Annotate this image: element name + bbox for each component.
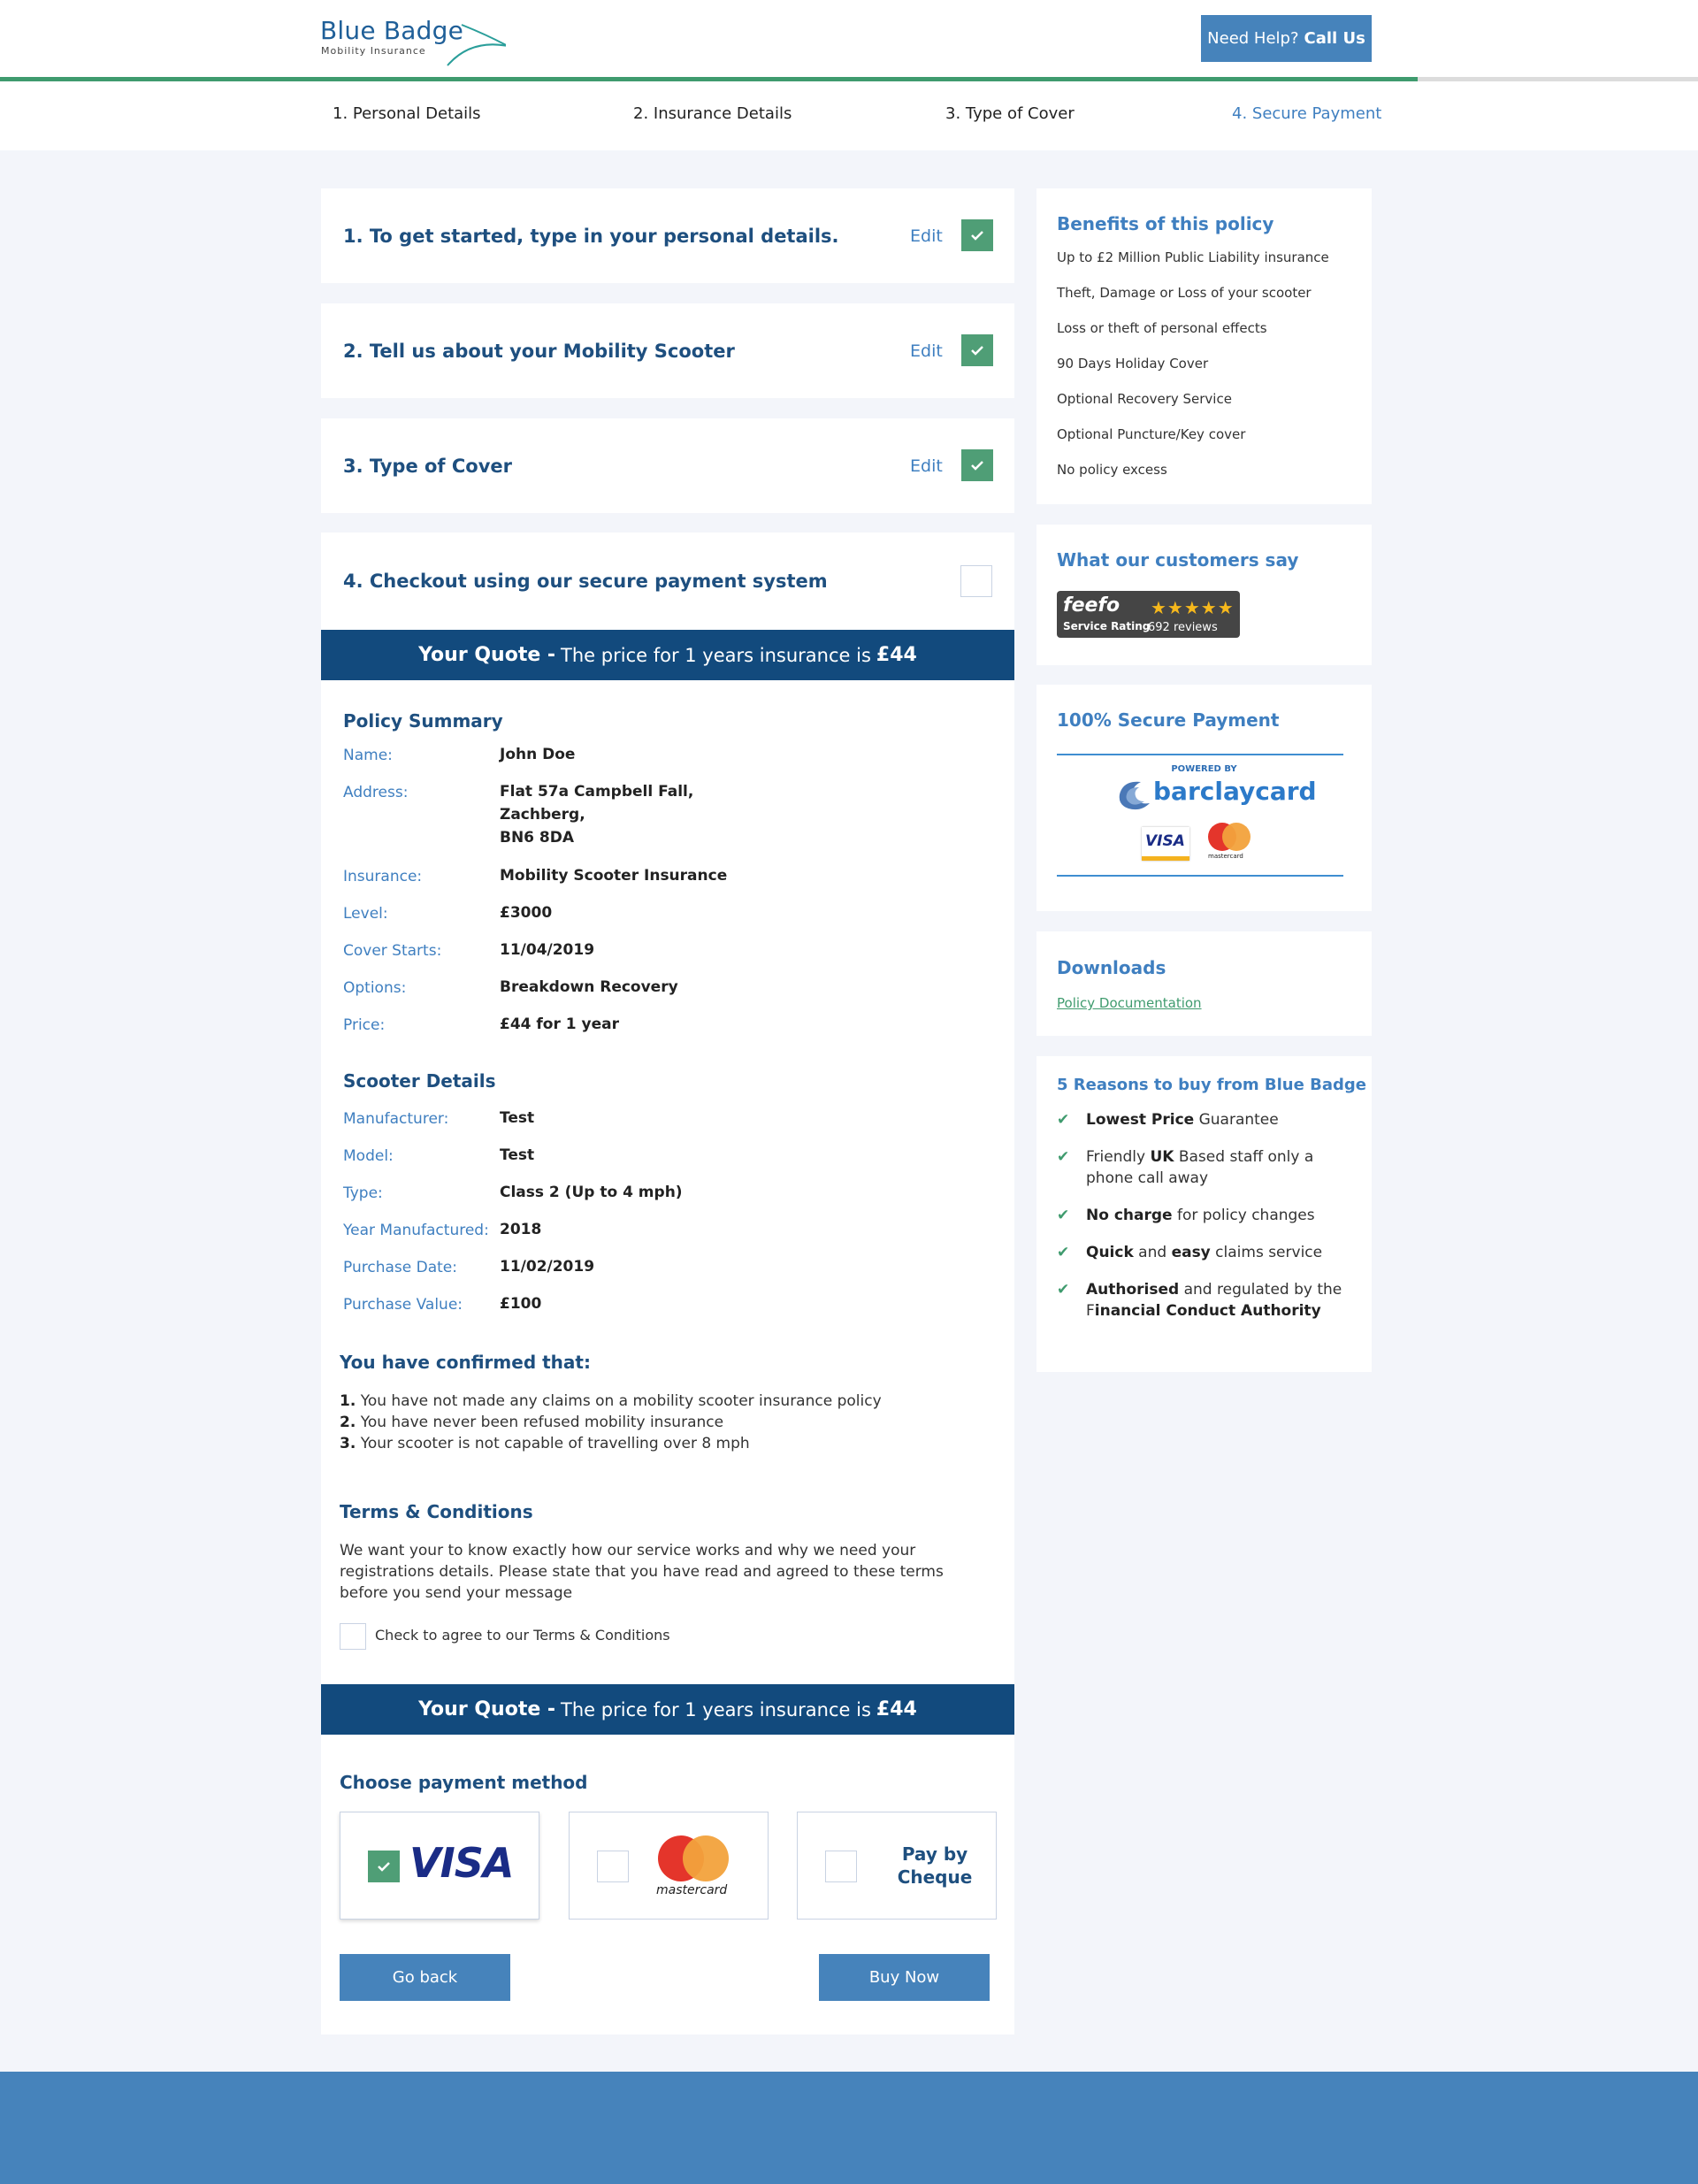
completed-check-icon: [961, 449, 993, 481]
step-type-of-cover[interactable]: 3. Type of Cover: [945, 104, 1075, 123]
field-value: £44 for 1 year: [500, 1015, 619, 1033]
pending-checkbox: [960, 565, 992, 597]
selected-check-icon: [368, 1851, 400, 1882]
payment-heading: Choose payment method: [340, 1772, 588, 1793]
feefo-label: Service Rating: [1063, 620, 1151, 632]
logo-brand: Blue Badge: [320, 16, 464, 45]
policy-documentation-link[interactable]: Policy Documentation: [1057, 995, 1202, 1011]
unselected-checkbox: [825, 1851, 857, 1882]
benefit-item: Theft, Damage or Loss of your scooter: [1057, 285, 1312, 301]
step-insurance-details[interactable]: 2. Insurance Details: [633, 104, 792, 123]
section-mobility-scooter: [321, 303, 1014, 398]
quote-price: £44: [876, 644, 917, 666]
field-value: Test: [500, 1109, 535, 1127]
powered-by-label: POWERED BY: [1171, 764, 1237, 774]
field-label: Name:: [343, 747, 393, 764]
field-label: Options:: [343, 979, 407, 997]
benefit-item: No policy excess: [1057, 462, 1167, 478]
site-footer: [0, 2072, 1698, 2184]
step-personal-details[interactable]: 1. Personal Details: [333, 104, 481, 123]
go-back-button[interactable]: Go back: [340, 1954, 510, 2001]
check-icon: ✔: [1057, 1111, 1070, 1129]
help-prefix: Need Help?: [1207, 29, 1299, 48]
buy-now-button[interactable]: Buy Now: [819, 1954, 990, 2001]
call-us-button[interactable]: [1201, 15, 1372, 62]
feefo-badge[interactable]: [1057, 591, 1240, 638]
visa-card-icon: VISA: [1142, 827, 1189, 861]
logo-swoosh-icon: [373, 19, 506, 69]
quote-price: £44: [876, 1698, 917, 1720]
field-label: Address:: [343, 784, 409, 801]
benefit-item: Up to £2 Million Public Liability insurance: [1057, 249, 1329, 265]
section-type-of-cover: [321, 418, 1014, 513]
mastercard-card-icon: mastercard: [1203, 822, 1256, 864]
field-value: John Doe: [500, 746, 576, 763]
benefits-title: Benefits of this policy: [1057, 213, 1274, 234]
check-icon: ✔: [1057, 1244, 1070, 1261]
quote-banner-bottom: [321, 1684, 1014, 1735]
step-secure-payment[interactable]: 4. Secure Payment: [1232, 104, 1382, 123]
field-label: Level:: [343, 905, 388, 923]
benefit-item: Loss or theft of personal effects: [1057, 320, 1267, 336]
star-rating-icon: ★★★★★: [1151, 597, 1235, 618]
logo-tagline: Mobility Insurance: [321, 45, 426, 57]
completed-check-icon: [961, 219, 993, 251]
checkout-panel: [321, 533, 1014, 2035]
barclaycard-eagle-icon: [1114, 777, 1153, 812]
terms-heading: Terms & Conditions: [340, 1501, 533, 1522]
field-value: 11/02/2019: [500, 1258, 595, 1276]
field-label: Type:: [343, 1184, 383, 1202]
pay-option-cheque[interactable]: [797, 1812, 997, 1920]
visa-logo: VISA: [409, 1839, 514, 1887]
field-value: £100: [500, 1295, 542, 1313]
quote-label: Your Quote -: [418, 1698, 556, 1720]
pay-option-mastercard[interactable]: [569, 1812, 769, 1920]
reasons-title: 5 Reasons to buy from Blue Badge: [1057, 1076, 1366, 1094]
check-icon: ✔: [1057, 1207, 1070, 1224]
edit-link[interactable]: Edit: [910, 226, 943, 246]
field-label: Year Manufactured:: [343, 1222, 489, 1239]
field-value: £3000: [500, 904, 553, 922]
quote-label: Your Quote -: [418, 644, 556, 666]
reasons-panel: [1036, 1056, 1372, 1372]
reason-item: ✔ Quick and easy claims service: [1057, 1244, 1323, 1261]
list-item: 2. You have never been refused mobility insurance: [340, 1414, 724, 1431]
downloads-panel: [1036, 931, 1372, 1036]
list-item: 1. You have not made any claims on a mobility scooter insurance policy: [340, 1392, 882, 1410]
reason-item: ✔ Authorised and regulated by the Financial Conduct Authority: [1057, 1281, 1342, 1320]
divider: [1057, 754, 1343, 755]
edit-link[interactable]: Edit: [910, 341, 943, 361]
reason-item: ✔ No charge for policy changes: [1057, 1207, 1315, 1224]
field-value: Flat 57a Campbell Fall, Zachberg, BN6 8DA: [500, 783, 694, 847]
benefit-item: Optional Recovery Service: [1057, 391, 1232, 407]
feefo-logo: feefo: [1063, 594, 1121, 617]
field-label: Cover Starts:: [343, 942, 442, 960]
terms-checkbox-label[interactable]: Check to agree to our Terms & Conditions: [375, 1627, 670, 1644]
field-value: Mobility Scooter Insurance: [500, 867, 728, 885]
section-personal-details: [321, 188, 1014, 283]
reason-item: ✔ Lowest Price Guarantee: [1057, 1111, 1279, 1129]
mastercard-wordmark: mastercard: [656, 1883, 728, 1897]
section-title: 4. Checkout using our secure payment system: [343, 571, 828, 592]
section-title: 2. Tell us about your Mobility Scooter: [343, 340, 735, 362]
edit-link[interactable]: Edit: [910, 456, 943, 476]
divider: [1057, 875, 1343, 877]
secure-payment-panel: [1036, 685, 1372, 911]
field-value: Breakdown Recovery: [500, 978, 678, 996]
step-nav: [0, 104, 1698, 126]
field-label: Manufacturer:: [343, 1110, 449, 1128]
field-value: 2018: [500, 1221, 542, 1238]
feefo-review-count: 692 reviews: [1148, 621, 1218, 634]
blue-badge-logo[interactable]: [320, 16, 506, 65]
quote-text: The price for 1 years insurance is: [561, 1698, 871, 1720]
confirmed-heading: You have confirmed that:: [340, 1352, 591, 1373]
benefit-item: 90 Days Holiday Cover: [1057, 356, 1209, 372]
completed-check-icon: [961, 334, 993, 366]
field-label: Purchase Value:: [343, 1296, 463, 1314]
quote-text: The price for 1 years insurance is: [561, 644, 871, 666]
cheque-label: Pay by Cheque: [897, 1843, 973, 1888]
section-title: 1. To get started, type in your personal details.: [343, 225, 839, 247]
quote-banner: [321, 630, 1014, 680]
check-icon: ✔: [1057, 1148, 1070, 1166]
pay-option-visa[interactable]: [340, 1812, 539, 1920]
field-value: Class 2 (Up to 4 mph): [500, 1184, 683, 1201]
scooter-details-heading: Scooter Details: [343, 1070, 496, 1092]
terms-text: We want your to know exactly how our service works and why we need your registrations details. Please state that you have read and agreed to these terms before you send your message: [340, 1542, 944, 1602]
reviews-title: What our customers say: [1057, 549, 1299, 571]
field-value: Test: [500, 1146, 535, 1164]
confirmed-list: [340, 1391, 882, 1454]
field-label: Purchase Date:: [343, 1259, 457, 1276]
reason-item: ✔ Friendly UK Based staff only a phone call away: [1057, 1148, 1314, 1187]
field-value: 11/04/2019: [500, 941, 595, 959]
secure-title: 100% Secure Payment: [1057, 709, 1280, 731]
site-header: [0, 0, 1698, 150]
barclaycard-wordmark: barclaycard: [1153, 777, 1317, 806]
unselected-checkbox: [597, 1851, 629, 1882]
list-item: 3. Your scooter is not capable of travelling over 8 mph: [340, 1435, 750, 1452]
help-action: Call Us: [1304, 29, 1365, 48]
downloads-title: Downloads: [1057, 957, 1166, 978]
benefits-panel: [1036, 188, 1372, 504]
field-label: Model:: [343, 1147, 394, 1165]
terms-checkbox[interactable]: [340, 1623, 366, 1650]
reviews-panel: [1036, 525, 1372, 665]
field-label: Price:: [343, 1016, 386, 1034]
field-label: Insurance:: [343, 868, 423, 885]
policy-summary-heading: Policy Summary: [343, 710, 503, 732]
progress-fill: [0, 77, 1418, 81]
section-title: 3. Type of Cover: [343, 455, 513, 477]
progress-bar: [0, 77, 1698, 81]
benefit-item: Optional Puncture/Key cover: [1057, 426, 1246, 442]
check-icon: ✔: [1057, 1281, 1070, 1299]
